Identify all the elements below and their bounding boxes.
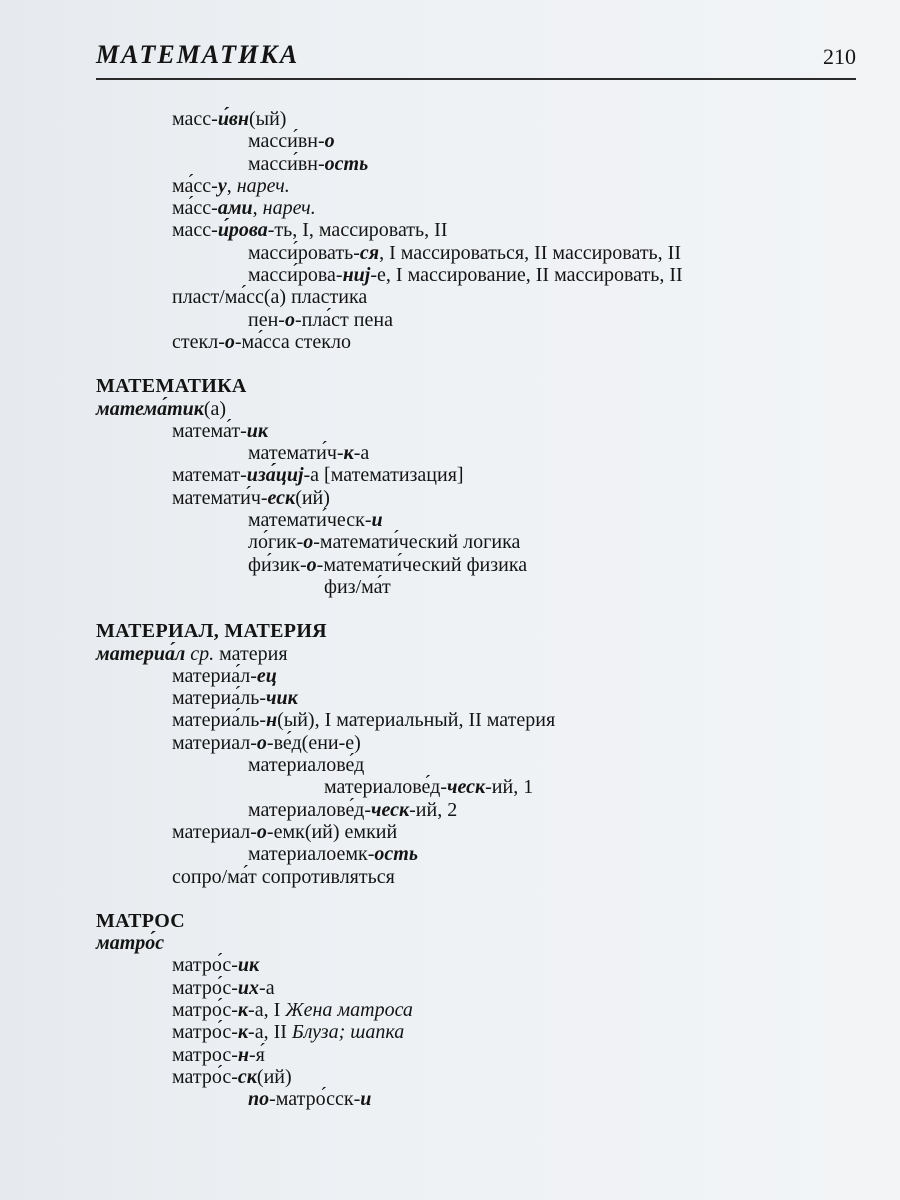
morpheme-bold: о: [256, 731, 267, 754]
entry-text: (ый): [248, 108, 287, 130]
entry-text: -ть, I, массировать, II: [267, 219, 448, 242]
morpheme-bold: ик: [246, 419, 269, 442]
entry-line: [96, 487, 856, 509]
entry-text: материа́л-: [172, 664, 257, 687]
morpheme-bold: о: [224, 330, 235, 353]
entry-line: [96, 999, 856, 1021]
gloss-italic: нареч.: [262, 197, 316, 220]
entry-line: [96, 464, 856, 486]
entry-line: [96, 732, 856, 754]
entry-text: математи́ч-: [248, 442, 344, 465]
morpheme-bold: у: [217, 174, 227, 197]
morpheme-bold: ами: [217, 197, 253, 220]
entry-line: [96, 331, 856, 353]
entry-line: [96, 799, 856, 821]
entry-text: ,: [252, 197, 263, 220]
entry-text: (ый), I материальный, II материя: [277, 709, 556, 732]
entry-text: МАТЕМАТИКА: [96, 375, 247, 398]
entry-line: [96, 153, 856, 175]
entry-text: , I массироваться, II массировать, II: [379, 241, 681, 264]
morpheme-bold: н: [266, 709, 278, 732]
morpheme-bold: к: [343, 442, 354, 465]
entry-text: материалове́д-: [324, 776, 448, 799]
entry-text: масс-: [172, 219, 218, 242]
entry-text: (ий): [256, 1065, 292, 1088]
entry-text: МАТРОС: [96, 909, 186, 932]
entry-text: -ве́д(ени-е): [266, 731, 361, 754]
entry-text: физ/ма́т: [324, 575, 391, 598]
entry-text: матро́с-: [172, 1021, 238, 1044]
entry-text: -пла́ст пена: [294, 308, 393, 331]
gloss-italic: Жена матроса: [285, 998, 413, 1021]
entry-text: матро́с-: [172, 954, 238, 977]
entry-line: [96, 509, 856, 531]
entry-text: ма́сс-: [172, 174, 218, 197]
morpheme-bold: ческ: [371, 798, 410, 821]
morpheme-bold: еск: [267, 486, 296, 509]
morpheme-bold: ся: [359, 241, 380, 264]
section-heading: [96, 375, 856, 397]
morpheme-bold: о: [306, 553, 317, 576]
running-head-title: МАТЕМАТИКА: [96, 40, 300, 69]
entry-text: -а: [353, 442, 370, 465]
entry-line: [96, 1088, 856, 1110]
entry-line: [96, 1044, 856, 1066]
entry-text: матро́с-: [172, 1065, 238, 1088]
morpheme-bold: и́вн: [217, 108, 249, 130]
entry-text: -матро́сск-: [269, 1088, 361, 1111]
entry-text: -а [математизация]: [303, 464, 464, 487]
entry-line: [96, 554, 856, 576]
entry-line: [96, 219, 856, 241]
entry-text: пен-: [248, 308, 285, 331]
entry-text: математи́ческ-: [248, 509, 372, 532]
entry-text: фи́зик-: [248, 553, 307, 576]
entry-line: [96, 1021, 856, 1043]
entry-text: материа́ль-: [172, 687, 267, 710]
morpheme-bold: их: [237, 976, 260, 999]
entry-line: [96, 175, 856, 197]
page-number: 210: [823, 44, 856, 69]
entry-line: [96, 821, 856, 843]
morpheme-bold: ость: [324, 152, 369, 175]
entry-line: [96, 130, 856, 152]
entry-text: стекл-: [172, 330, 225, 353]
entry-text: материал-: [172, 731, 257, 754]
entry-text: -математи́ческий физика: [316, 553, 528, 576]
entry-text: масси́вн-: [248, 152, 325, 175]
entry-text: масси́ровать-: [248, 241, 360, 264]
entry-line: [96, 531, 856, 553]
entry-text: матрос-: [172, 1043, 238, 1066]
entry-text: материя: [214, 642, 288, 665]
entry-text: матема́т-: [172, 419, 247, 442]
morpheme-bold: матро́с: [96, 932, 165, 955]
morpheme-bold: и: [371, 509, 383, 532]
entry-text: -ма́сса стекло: [234, 330, 351, 353]
morpheme-bold: ость: [374, 843, 418, 866]
entry-text: матро́с-: [172, 998, 238, 1021]
entry-line: [96, 954, 856, 976]
entry-text: ,: [226, 174, 237, 197]
morpheme-bold: ческ: [447, 776, 486, 799]
entry-text: -е, I массирование, II массировать, II: [370, 264, 683, 287]
entry-text: матро́с-: [172, 976, 238, 999]
section-gap: [96, 353, 856, 375]
morpheme-bold: иза́циj: [246, 464, 304, 487]
morpheme-bold: ск: [237, 1065, 257, 1088]
gloss-italic: нареч.: [236, 174, 290, 197]
entry-line: [96, 843, 856, 865]
gloss-italic: Блуза; шапка: [291, 1021, 405, 1044]
entry-text: ло́гик-: [248, 531, 304, 554]
section-gap: [96, 888, 856, 910]
entry-line: [96, 576, 856, 598]
section-gap: [96, 598, 856, 620]
entry-text: сопро/ма́т сопротивляться: [172, 865, 395, 888]
entry-text: математи́ч-: [172, 486, 268, 509]
entry-text: -я́: [249, 1043, 265, 1066]
entry-text: масси́вн-: [248, 130, 325, 153]
entry-line: [96, 665, 856, 687]
entry-text: МАТЕРИАЛ, МАТЕРИЯ: [96, 620, 327, 643]
entry-text: масс-: [172, 108, 218, 130]
entry-line: [96, 1066, 856, 1088]
morpheme-bold: о: [303, 531, 314, 554]
morpheme-bold: ец: [256, 664, 277, 687]
entry-text: -а, II: [248, 1021, 292, 1044]
entry-text: материа́ль-: [172, 709, 267, 732]
entry-line: [96, 776, 856, 798]
morpheme-bold: материа́л: [96, 642, 186, 665]
morpheme-bold: о: [324, 130, 335, 153]
entry-text: -ий, 2: [409, 798, 458, 821]
entry-text: -ий, 1: [485, 776, 534, 799]
entry-line: [96, 420, 856, 442]
entry-text: масси́рова-: [248, 264, 343, 287]
morpheme-bold: к: [237, 998, 249, 1021]
entry-text: ма́сс-: [172, 197, 218, 220]
dictionary-entries: [96, 108, 856, 1110]
entry-line: [96, 709, 856, 731]
entry-line: [96, 687, 856, 709]
morpheme-bold: чик: [266, 687, 298, 710]
section-heading: [96, 910, 856, 932]
entry-line: [96, 643, 856, 665]
entry-line: [96, 242, 856, 264]
entry-line: [96, 264, 856, 286]
entry-line: [96, 197, 856, 219]
entry-text: -емк(ий) емкий: [266, 820, 398, 843]
morpheme-bold: матема́тик: [96, 397, 204, 420]
entry-line: [96, 286, 856, 308]
entry-line: [96, 866, 856, 888]
section-heading: [96, 620, 856, 642]
gloss-italic: ср.: [190, 642, 215, 665]
entry-text: (а): [203, 397, 227, 420]
morpheme-bold: о: [284, 308, 295, 331]
entry-line: [96, 398, 856, 420]
entry-text: -а, I: [248, 998, 286, 1021]
morpheme-bold: по: [248, 1088, 270, 1111]
entry-text: материал-: [172, 820, 257, 843]
entry-line: [96, 442, 856, 464]
entry-text: -а: [259, 976, 275, 999]
morpheme-bold: к: [237, 1021, 249, 1044]
entry-text: материалове́д-: [248, 798, 372, 821]
morpheme-bold: ик: [237, 954, 260, 977]
entry-text: -математи́ческий логика: [313, 531, 521, 554]
entry-line: [96, 932, 856, 954]
morpheme-bold: и: [360, 1088, 372, 1111]
entry-text: материалове́д: [248, 754, 365, 777]
entry-text: математ-: [172, 464, 247, 487]
morpheme-bold: и́рова: [217, 219, 268, 242]
entry-line: [96, 754, 856, 776]
entry-text: пласт/ма́сс(а) пластика: [172, 286, 368, 309]
morpheme-bold: ниj: [342, 264, 371, 287]
running-head: [96, 38, 856, 80]
entry-line: [96, 309, 856, 331]
morpheme-bold: о: [256, 820, 267, 843]
entry-text: (ий): [295, 486, 330, 509]
entry-line: [96, 108, 856, 130]
entry-line: [96, 977, 856, 999]
morpheme-bold: н: [237, 1043, 250, 1066]
entry-text: материалоемк-: [248, 843, 375, 866]
